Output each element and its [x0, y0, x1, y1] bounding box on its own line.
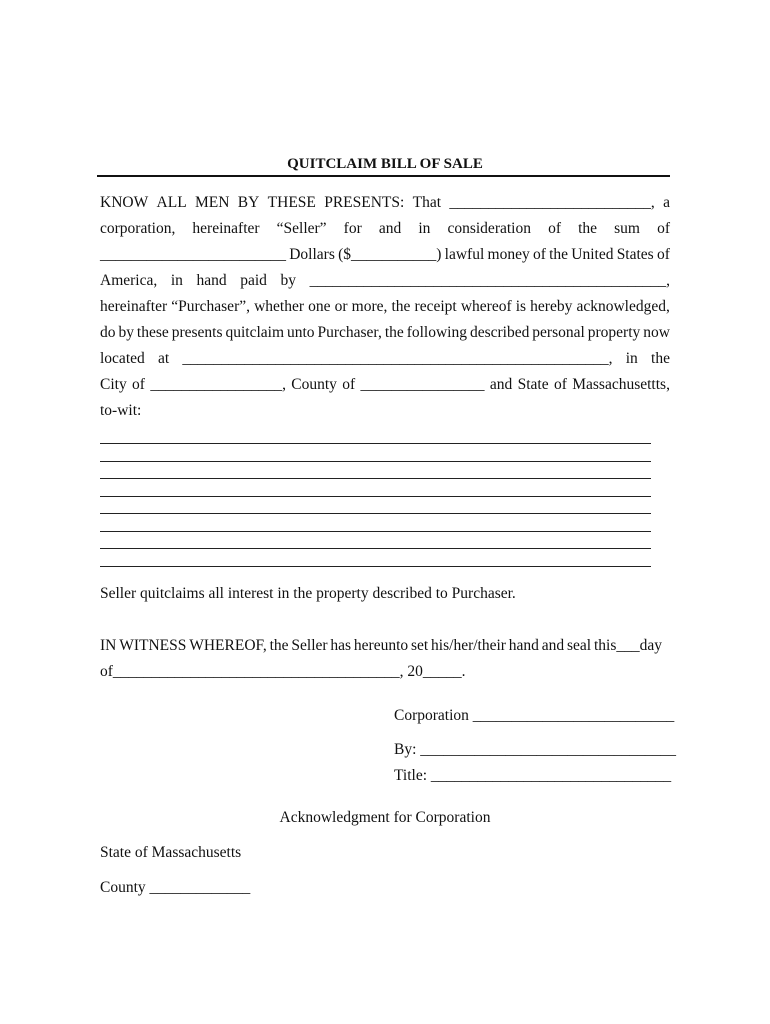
- word: these: [136, 324, 169, 341]
- word: ________________: [360, 376, 485, 393]
- word: of: [656, 246, 670, 263]
- word: Seller: [291, 637, 328, 654]
- word: this___day: [593, 637, 662, 654]
- word: in: [625, 350, 638, 367]
- word: personal: [532, 324, 585, 341]
- state-line: State of Massachusetts: [100, 844, 242, 861]
- word: the: [578, 220, 598, 237]
- by-signature-line: By: _________________________________: [394, 741, 677, 758]
- word: quitclaim: [225, 324, 285, 341]
- word: United: [571, 246, 614, 263]
- body-line: [100, 272, 670, 290]
- acknowledgment-heading: Acknowledgment for Corporation: [279, 809, 491, 826]
- word: the: [384, 324, 404, 341]
- word: “Seller”: [276, 220, 327, 237]
- word: described: [469, 324, 530, 341]
- word: or: [334, 298, 348, 315]
- word: the: [269, 637, 289, 654]
- word: Massachusettts,: [572, 376, 670, 393]
- word: acknowledged,: [576, 298, 670, 315]
- word: MEN: [195, 194, 230, 211]
- word: lawful: [444, 246, 485, 263]
- word: hereby: [530, 298, 573, 315]
- word: hereunto: [353, 637, 409, 654]
- property-description-line[interactable]: [100, 478, 651, 479]
- property-description-line[interactable]: [100, 443, 651, 444]
- word: presents: [171, 324, 223, 341]
- word: _________________,: [150, 376, 286, 393]
- word: of: [553, 376, 567, 393]
- word: America,: [100, 272, 158, 289]
- property-description-line[interactable]: [100, 496, 651, 497]
- word: hereinafter: [100, 298, 168, 315]
- word: BY: [237, 194, 260, 211]
- word: is: [515, 298, 527, 315]
- word: in: [170, 272, 183, 289]
- word: his/her/their: [431, 637, 506, 654]
- word: corporation,: [100, 220, 176, 237]
- word: County: [291, 376, 337, 393]
- word: has: [330, 637, 352, 654]
- quitclaim-statement: Seller quitclaims all interest in the property described to Purchaser.: [100, 585, 516, 602]
- word: hereinafter: [192, 220, 260, 237]
- word: of: [657, 220, 670, 237]
- word: whether: [254, 298, 305, 315]
- word: WHEREOF,: [189, 637, 267, 654]
- property-description-line[interactable]: [100, 566, 651, 567]
- word: the: [391, 298, 411, 315]
- word: now: [643, 324, 670, 341]
- word: “Purchaser”,: [171, 298, 250, 315]
- word: located: [100, 350, 145, 367]
- word: and: [489, 376, 513, 393]
- word: in: [418, 220, 431, 237]
- word: by: [118, 324, 134, 341]
- word: money: [487, 246, 530, 263]
- word: Dollars: [289, 246, 335, 263]
- word: more,: [351, 298, 388, 315]
- word: a: [663, 194, 670, 211]
- word: hand: [508, 637, 539, 654]
- corporation-signature-line: Corporation __________________________: [394, 707, 675, 724]
- word: set: [410, 637, 429, 654]
- word: States: [616, 246, 654, 263]
- body-line: to-wit:: [100, 402, 142, 419]
- title-rule: [97, 175, 670, 177]
- word: for: [343, 220, 362, 237]
- word: consideration: [447, 220, 531, 237]
- word: at: [157, 350, 170, 367]
- witness-line: of_____________________________________, 20_____.: [100, 663, 466, 680]
- body-line: [100, 246, 670, 264]
- word: of: [342, 376, 356, 393]
- body-line: [100, 350, 670, 368]
- document-title: QUITCLAIM BILL OF SALE: [287, 156, 483, 172]
- word: by: [280, 272, 296, 289]
- word: the: [549, 246, 569, 263]
- word: one: [308, 298, 331, 315]
- county-line: County _____________: [100, 879, 251, 896]
- word: THESE: [267, 194, 316, 211]
- word: WITNESS: [119, 637, 187, 654]
- word: ________________________: [100, 246, 286, 263]
- word: ($___________): [338, 246, 442, 263]
- word: KNOW: [100, 194, 149, 211]
- title-signature-line: Title: _______________________________: [394, 767, 672, 784]
- word: paid: [240, 272, 267, 289]
- body-line: [100, 220, 670, 238]
- body-line: [100, 194, 670, 212]
- word: receipt: [414, 298, 457, 315]
- word: property: [587, 324, 641, 341]
- word: following: [406, 324, 467, 341]
- word: and: [541, 637, 565, 654]
- word: do: [100, 324, 116, 341]
- witness-line: [100, 637, 662, 655]
- word: sum: [614, 220, 640, 237]
- word: whereof: [460, 298, 512, 315]
- word: of: [532, 246, 546, 263]
- word: ALL: [156, 194, 187, 211]
- word: of: [132, 376, 145, 393]
- property-description-line[interactable]: [100, 531, 651, 532]
- word: State: [517, 376, 549, 393]
- word: ______________________________________________,: [309, 272, 670, 289]
- property-description-line[interactable]: [100, 548, 651, 549]
- word: unto: [286, 324, 315, 341]
- body-line: [100, 298, 670, 316]
- word: _______________________________________________________,: [182, 350, 613, 367]
- word: hand: [196, 272, 227, 289]
- word: of: [548, 220, 561, 237]
- word: PRESENTS:: [324, 194, 405, 211]
- word: City: [100, 376, 127, 393]
- property-description-line[interactable]: [100, 513, 651, 514]
- word: the: [651, 350, 670, 367]
- body-line: [100, 376, 670, 394]
- word: That: [412, 194, 442, 211]
- word: and: [378, 220, 402, 237]
- property-description-line[interactable]: [100, 461, 651, 462]
- word: Purchaser,: [317, 324, 382, 341]
- word: seal: [567, 637, 592, 654]
- word: IN: [100, 637, 117, 654]
- body-line: [100, 324, 670, 342]
- word: __________________________,: [449, 194, 655, 211]
